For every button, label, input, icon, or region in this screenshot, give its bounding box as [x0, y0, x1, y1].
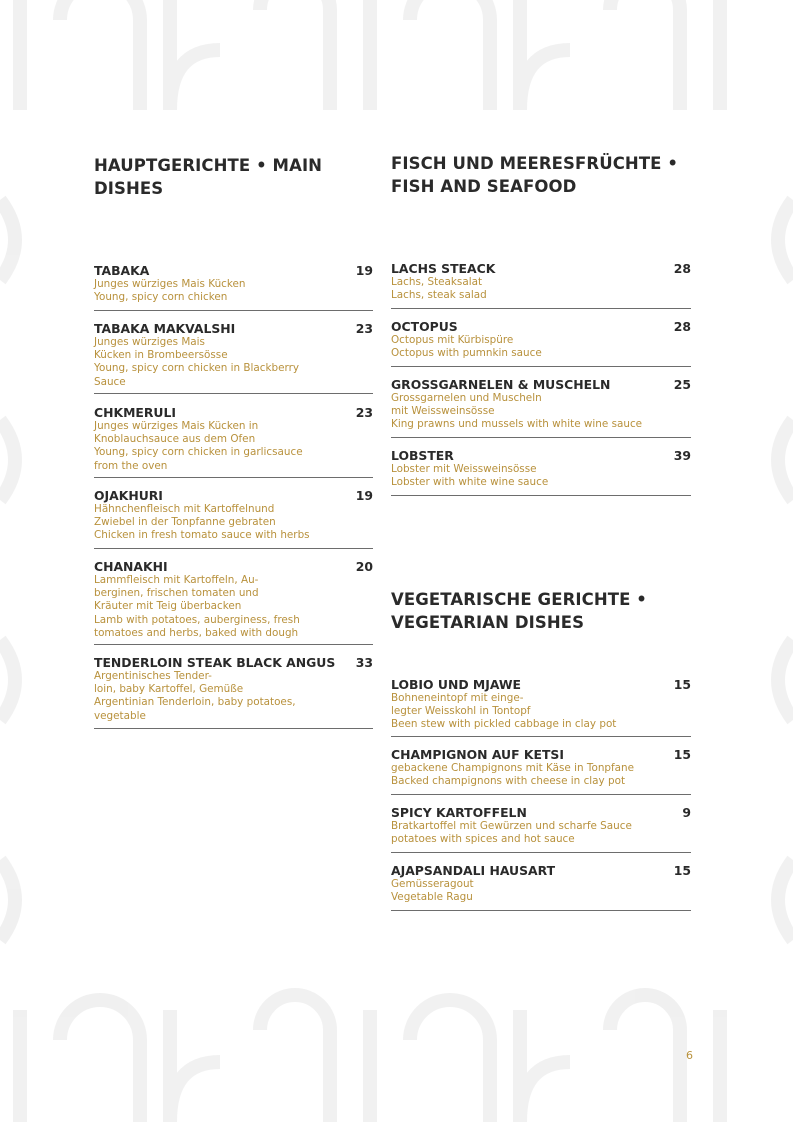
menu-item [391, 261, 691, 309]
menu-item-description: Grossgarnelen und Muscheln mit Weissweinsösse King prawns und mussels with white wine sauce [391, 392, 643, 431]
menu-item [94, 655, 373, 729]
menu-item-price: 19 [355, 488, 373, 503]
menu-item [391, 863, 691, 911]
menu-item [94, 321, 373, 394]
menu-item-description: Bratkartoffel mit Gewürzen und scharfe Sauce potatoes with spices and hot sauce [391, 820, 632, 846]
menu-item-name: TENDERLOIN STEAK BLACK ANGUS [94, 655, 336, 670]
menu-item-description: Lammfleisch mit Kartoffeln, Au- berginen, frischen tomaten und Kräuter mit Teig überbacken Lamb with potatoes, auberginess, fresh tomatoes and herbs, baked with dough [94, 574, 300, 639]
section-title-fish: FISCH UND MEERESFRÜCHTE • FISH AND SEAFOOD [391, 154, 679, 196]
menu-item-price: 15 [673, 677, 691, 692]
menu-item-name: LACHS STEACK [391, 261, 496, 276]
menu-item-name: CHANAKHI [94, 559, 168, 574]
menu-item-price: 28 [673, 319, 691, 334]
page-number: 6 [686, 1049, 693, 1062]
menu-item-name: TABAKA [94, 263, 150, 278]
menu-item-name: OJAKHURI [94, 488, 163, 503]
menu-item-price: 9 [682, 805, 691, 820]
menu-item [391, 448, 691, 496]
menu-item-name: LOBIO UND MJAWE [391, 677, 522, 692]
menu-item-price: 39 [673, 448, 691, 463]
menu-item-price: 28 [673, 261, 691, 276]
menu-item-name: LOBSTER [391, 448, 454, 463]
menu-item-price: 23 [355, 321, 373, 336]
menu-item-name: GROSSGARNELEN & MUSCHELN [391, 377, 611, 392]
menu-item-name: CHAMPIGNON AUF KETSI [391, 747, 564, 762]
menu-item-price: 20 [355, 559, 373, 574]
section-title-main-dishes: HAUPTGERICHTE • MAIN DISHES [94, 156, 323, 198]
menu-item [391, 747, 691, 795]
menu-item-description: Lobster mit Weissweinsösse Lobster with white wine sauce [391, 463, 549, 489]
menu-item-description: Junges würziges Mais Kücken Young, spicy corn chicken [94, 278, 246, 304]
menu-item-description: Bohneneintopf mit einge- legter Weisskohl in Tontopf Been stew with pickled cabbage in clay pot [391, 692, 617, 731]
menu-item-name: CHKMERULI [94, 405, 176, 420]
section-title-vegetarian: VEGETARISCHE GERICHTE • VEGETARIAN DISHES [391, 590, 647, 632]
menu-item-description: Octopus mit Kürbispüre Octopus with pumnkin sauce [391, 334, 542, 360]
menu-item-price: 19 [355, 263, 373, 278]
menu-item [94, 405, 373, 478]
menu-item [391, 377, 691, 438]
menu-item [94, 263, 373, 311]
menu-item [94, 488, 373, 549]
menu-item-price: 23 [355, 405, 373, 420]
menu-item-name: OCTOPUS [391, 319, 458, 334]
menu-item-description: Lachs, Steaksalat Lachs, steak salad [391, 276, 487, 302]
menu-item-price: 15 [673, 863, 691, 878]
menu-item-description: gebackene Champignons mit Käse in Tonpfane Backed champignons with cheese in clay pot [391, 762, 635, 788]
menu-item-description: Hähnchenfleisch mit Kartoffelnund Zwiebel in der Tonpfanne gebraten Chicken in fresh tomato sauce with herbs [94, 503, 310, 542]
menu-item [391, 677, 691, 737]
menu-item-name: SPICY KARTOFFELN [391, 805, 527, 820]
menu-item-description: Argentinisches Tender- loin, baby Kartoffel, Gemüße Argentinian Tenderloin, baby potatoes, vegetable [94, 670, 296, 722]
menu-item-price: 15 [673, 747, 691, 762]
menu-item-description: Gemüsseragout Vegetable Ragu [391, 878, 474, 904]
menu-item-name: AJAPSANDALI HAUSART [391, 863, 556, 878]
menu-item-price: 25 [673, 377, 691, 392]
menu-item-description: Junges würziges Mais Kücken in Knoblauchsauce aus dem Ofen Young, spicy corn chicken in garlicsauce from the oven [94, 420, 303, 472]
menu-item [94, 559, 373, 645]
menu-item-description: Junges würziges Mais Kücken in Brombeersösse Young, spicy corn chicken in Blackberry Sauce [94, 336, 300, 388]
menu-item [391, 805, 691, 853]
menu-item-price: 33 [355, 655, 373, 670]
menu-item [391, 319, 691, 367]
menu-item-name: TABAKA MAKVALSHI [94, 321, 236, 336]
